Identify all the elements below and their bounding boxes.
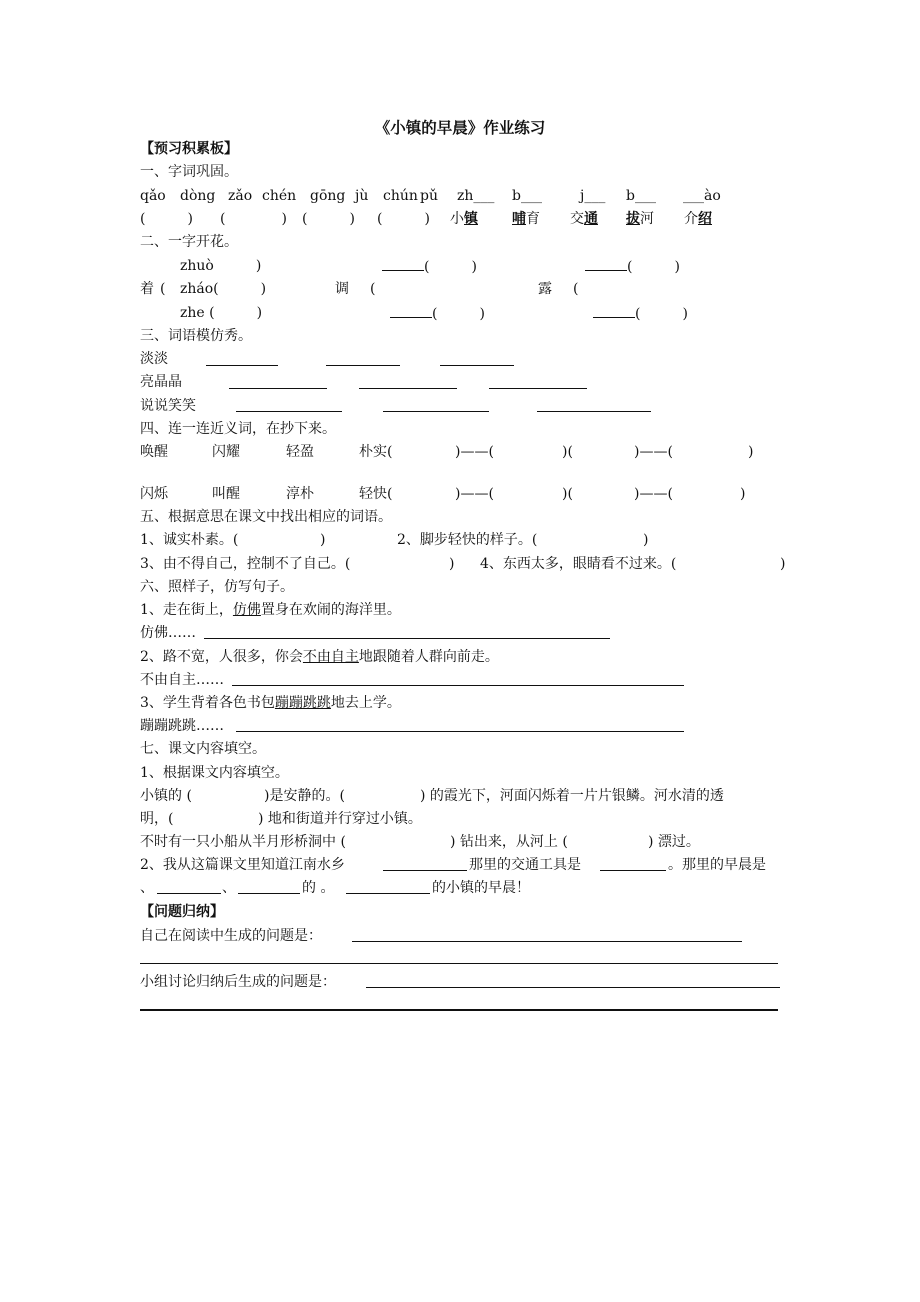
q3-item: 淡淡: [140, 351, 168, 367]
q7-text: )是安静的。(: [264, 788, 345, 804]
answer-line[interactable]: [238, 893, 300, 894]
q5-item: 2、脚步轻快的样子。(: [397, 532, 538, 548]
q4-word[interactable]: 轻快(: [359, 486, 393, 502]
answer-paren[interactable]: ( ): [377, 211, 430, 227]
self-question-line[interactable]: [140, 963, 778, 964]
q4-word[interactable]: 叫醒: [212, 486, 240, 502]
lu-char: 露: [538, 281, 552, 297]
q4-word[interactable]: 唤醒: [140, 444, 168, 460]
answer-line[interactable]: [600, 870, 666, 871]
word: 交通: [570, 211, 598, 227]
answer-line[interactable]: [383, 870, 467, 871]
q4-word[interactable]: 淳朴: [286, 486, 314, 502]
answer-line[interactable]: [157, 893, 221, 894]
word: 哺育: [512, 211, 540, 227]
tiao-blank[interactable]: ( ): [390, 304, 485, 323]
q5-item: 4、东西太多，眼睛看不过来。(: [480, 556, 677, 572]
answer-line[interactable]: [537, 411, 651, 412]
q7-text: 的 。: [302, 880, 335, 896]
q6-write-3: 蹦蹦跳跳……: [140, 718, 224, 734]
q7-text: 。那里的早晨是: [668, 857, 766, 873]
q5-item: 3、由不得自己，控制不了自己。(: [140, 556, 351, 572]
q5-close[interactable]: ): [449, 556, 455, 572]
tiao-blank[interactable]: ( ): [382, 257, 477, 276]
pinyin-blank[interactable]: ___ào: [683, 188, 721, 204]
answer-paren[interactable]: ( ): [140, 211, 193, 227]
q6-example-3: 3、学生背着各色书包蹦蹦跳跳地去上学。: [140, 695, 401, 711]
section-heading-preview: 【预习积累板】: [140, 141, 238, 157]
q4-pair: )(: [562, 486, 573, 502]
answer-line[interactable]: [359, 388, 457, 389]
q7-text: 的小镇的早晨！: [432, 880, 530, 896]
q7-text: 2、我从这篇课文里知道江南水乡: [140, 857, 345, 873]
q7-text: ) 地和街道并行穿过小镇。: [258, 811, 422, 827]
answer-line[interactable]: [232, 685, 684, 686]
q4-word[interactable]: 朴实(: [359, 444, 393, 460]
pinyin: gōng: [310, 188, 346, 204]
answer-line[interactable]: [346, 893, 430, 894]
zhao-pinyin[interactable]: (: [160, 281, 166, 297]
answer-line[interactable]: [206, 365, 278, 366]
q4-heading: 四、连一连近义词，在抄下来。: [140, 421, 336, 437]
group-question-line[interactable]: [140, 1009, 778, 1011]
q6-write-1: 仿佛……: [140, 625, 196, 641]
q7-text: ) 漂过。: [648, 834, 700, 850]
group-question-label: 小组讨论归纳后生成的问题是：: [140, 974, 336, 990]
answer-line[interactable]: [383, 411, 489, 412]
q5-item: 1、诚实朴素。(: [140, 532, 239, 548]
group-question-input[interactable]: [366, 987, 780, 988]
section-heading-summary: 【问题归纳】: [140, 904, 224, 920]
q5-close[interactable]: ): [780, 556, 786, 572]
q4-pair: ): [748, 444, 754, 460]
q4-pair: )(: [562, 444, 573, 460]
q7-text: 不时有一只小船从半月形桥洞中 (: [140, 834, 346, 850]
zhe-pinyin[interactable]: zhe ( ): [180, 305, 263, 321]
pinyin-blank[interactable]: b___: [512, 188, 542, 204]
pinyin: jù: [355, 188, 369, 204]
pinyin: zǎo: [228, 188, 253, 204]
answer-line[interactable]: [489, 388, 587, 389]
answer-line[interactable]: [440, 365, 514, 366]
q4-word[interactable]: 闪烁: [140, 486, 168, 502]
lu-blank[interactable]: ( ): [593, 304, 688, 323]
tiao-char: 调: [335, 281, 349, 297]
q3-item: 说说笑笑: [140, 398, 196, 414]
pinyin-blank[interactable]: zh___: [457, 188, 495, 204]
answer-line[interactable]: [236, 411, 342, 412]
q1-heading: 一、字词巩固。: [140, 164, 238, 180]
q7-text: 明，(: [140, 811, 174, 827]
pinyin: chén: [262, 188, 297, 204]
q4-pair: )——(: [634, 486, 673, 502]
page-title: 《小镇的早晨》作业练习: [374, 118, 546, 137]
zhe-char: 着: [140, 281, 154, 297]
lu-paren[interactable]: (: [573, 281, 579, 297]
tiao-paren[interactable]: (: [370, 281, 376, 297]
zhao-pinyin[interactable]: zháo( ): [180, 281, 267, 297]
pinyin-blank[interactable]: j___: [580, 188, 606, 204]
pinyin: dòng: [180, 188, 216, 204]
q7-text: 那里的交通工具是: [469, 857, 581, 873]
q4-pair: )——(: [455, 444, 494, 460]
word: 拔河: [626, 211, 654, 227]
pinyin: chún: [383, 188, 418, 204]
q6-write-2: 不由自主……: [140, 672, 224, 688]
q4-pair: )——(: [634, 444, 673, 460]
q2-heading: 二、一字开花。: [140, 234, 238, 250]
q7-sub1: 1、根据课文内容填空。: [140, 765, 289, 781]
q6-example-2: 2、路不宽，人很多，你会不由自主地跟随着人群向前走。: [140, 649, 499, 665]
q7-text: 、: [140, 880, 154, 896]
q5-close[interactable]: ): [643, 532, 649, 548]
q6-heading: 六、照样子，仿写句子。: [140, 579, 294, 595]
q7-text: 小镇的 (: [140, 788, 192, 804]
lu-blank[interactable]: ( ): [585, 257, 680, 276]
self-question-input[interactable]: [352, 941, 742, 942]
answer-line[interactable]: [229, 388, 327, 389]
q5-close[interactable]: ): [320, 532, 326, 548]
q4-word[interactable]: 轻盈: [286, 444, 314, 460]
answer-line[interactable]: [326, 365, 400, 366]
q4-pair: )——(: [455, 486, 494, 502]
pinyin-blank[interactable]: b___: [626, 188, 656, 204]
self-question-label: 自己在阅读中生成的问题是：: [140, 928, 322, 944]
q4-word[interactable]: 闪耀: [212, 444, 240, 460]
zhuo-pinyin[interactable]: zhuò ): [180, 258, 262, 274]
pinyin: qǎo: [140, 188, 166, 204]
answer-line[interactable]: [236, 731, 684, 732]
q7-text: ) 的霞光下，河面闪烁着一片片银鳞。河水清的透: [420, 788, 724, 804]
answer-paren[interactable]: ( ): [302, 211, 355, 227]
q5-heading: 五、根据意思在课文中找出相应的词语。: [140, 509, 392, 525]
q7-text: ) 钻出来，从河上 (: [450, 834, 568, 850]
pinyin: pǔ: [420, 188, 438, 204]
answer-line[interactable]: [204, 638, 610, 639]
word: 小镇: [450, 211, 478, 227]
word: 介绍: [684, 211, 712, 227]
q3-heading: 三、词语模仿秀。: [140, 328, 252, 344]
q4-pair: ): [740, 486, 746, 502]
q3-item: 亮晶晶: [140, 374, 182, 390]
q7-text: 、: [222, 880, 236, 896]
q6-example-1: 1、走在街上，仿佛置身在欢闹的海洋里。: [140, 602, 401, 618]
answer-paren[interactable]: ( ): [220, 211, 287, 227]
q7-heading: 七、课文内容填空。: [140, 741, 266, 757]
